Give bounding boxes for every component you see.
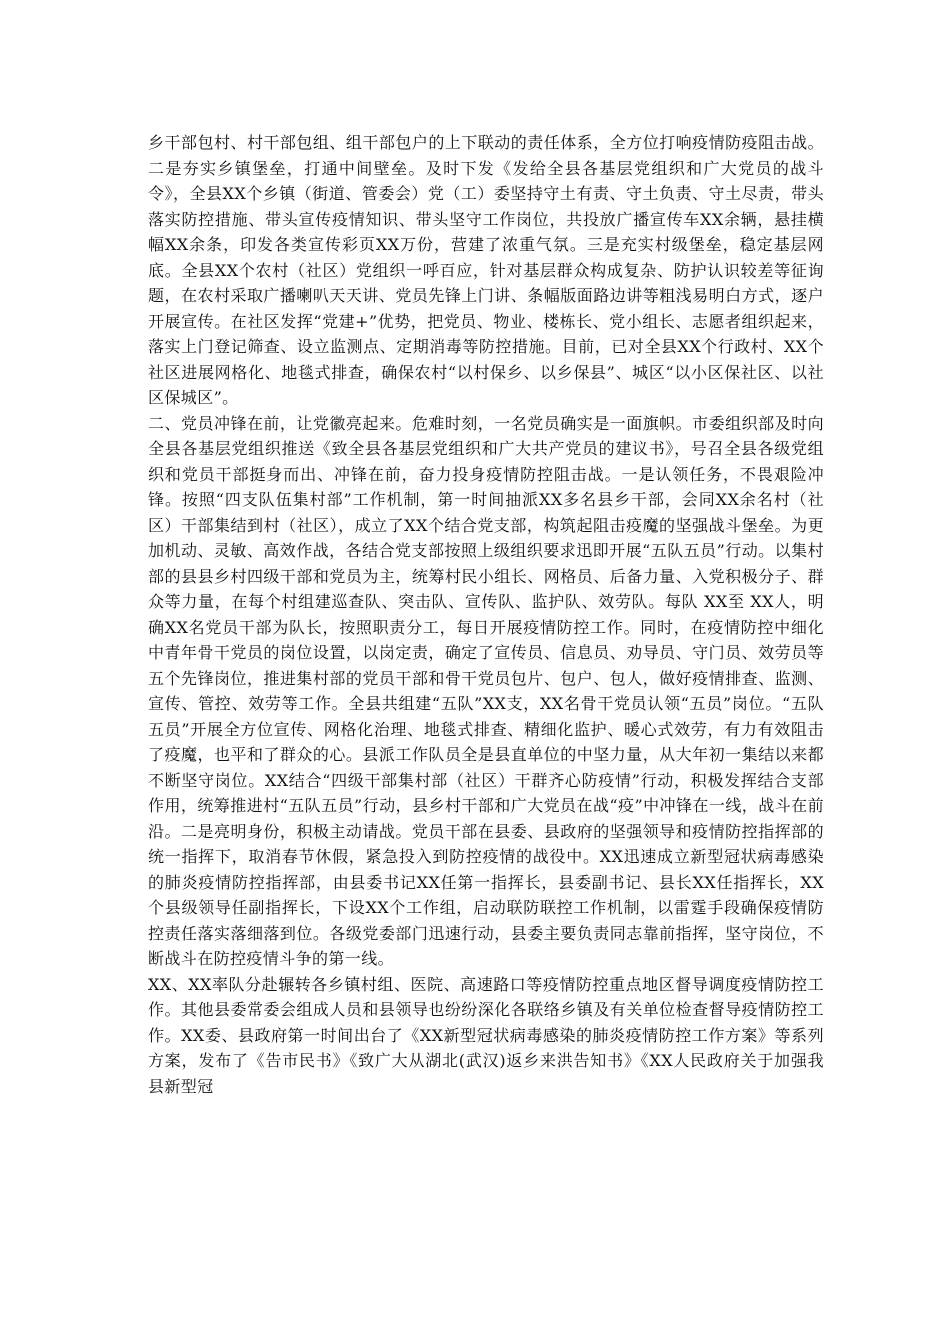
document-body <box>148 130 824 1099</box>
paragraph-1: 乡干部包村、村干部包组、组干部包户的上下联动的责任体系，全方位打响疫情防疫阻击战。二是夯实乡镇堡垒，打通中间壁垒。及时下发《发给全县各基层党组织和广大党员的战斗令》，全县XX个乡镇（街道、管委会）党（工）委坚持守土有责、守土负责、守土尽责，带头落实防控措施、带头宣传疫情知识、带头坚守工作岗位，共投放广播宣传车XX余辆，悬挂横幅XX余条，印发各类宣传彩页XX万份，营建了浓重气氛。三是充实村级堡垒，稳定基层网底。全县XX个农村（社区）党组织一呼百应，针对基层群众构成复杂、防护认识较差等征询题，在农村采取广播喇叭天天讲、党员先锋上门讲、条幅版面路边讲等粗浅易明白方式，逐户开展宣传。在社区发挥“党建+”优势，把党员、物业、楼栋长、党小组长、志愿者组织起来，落实上门登记筛查、设立监测点、定期消毒等防控措施。目前，已对全县XX个行政村、XX个社区进展网格化、地毯式排查，确保农村“以村保乡、以乡保县”、城区“以小区保社区、以社区保城区”。 <box>148 133 824 407</box>
paragraph-2: 二、党员冲锋在前，让党徽亮起来。危难时刻，一名党员确实是一面旗帜。市委组织部及时向全县各基层党组织推送《致全县各基层党组织和广大共产党员的建议书》，号召全县各级党组织和党员干部挺身而出、冲锋在前，奋力投身疫情防控阻击战。一是认领任务，不畏艰险冲锋。按照“四支队伍集村部”工作机制，第一时间抽派XX多名县乡干部，会同XX余名村（社区）干部集结到村（社区），成立了XX个结合党支部，构筑起阻击疫魔的坚强战斗堡垒。为更加机动、灵敏、高效作战，各结合党支部按照上级组织要求迅即开展“五队五员”行动。以集村部的县县乡村四级干部和党员为主，统筹村民小组长、网格员、后备力量、入党积极分子、群众等力量，在每个村组建巡查队、突击队、宣传队、监护队、效劳队。每队 XX至 XX人，明确XX名党员干部为队长，按照职责分工，每日开展疫情防控工作。同时，在疫情防控中细化中青年骨干党员的岗位设置，以岗定责，确定了宣传员、信息员、劝导员、守门员、效劳员等五个先锋岗位，推进集村部的党员干部和骨干党员包片、包户、包人，做好疫情排查、监测、宣传、管控、效劳等工作。全县共组建“五队”XX支，XX名骨干党员认领“五员”岗位。“五队五员”开展全方位宣传、网格化治理、地毯式排查、精细化监护、暖心式效劳，有力有效阻击了疫魔，也平和了群众的心。县派工作队员全是县直单位的中坚力量，从大年初一集结以来都不断坚守岗位。XX结合“四级干部集村部（社区）干群齐心防疫情”行动，积极发挥结合支部作用，统筹推进村“五队五员”行动，县乡村干部和广大党员在战“疫”中冲锋在一线，战斗在前沿。二是亮明身份，积极主动请战。党员干部在县委、县政府的坚强领导和疫情防控指挥部的统一指挥下，取消春节休假，紧急投入到防控疫情的战役中。XX迅速成立新型冠状病毒感染的肺炎疫情防控指挥部，由县委书记XX任第一指挥长，县委副书记、县长XX任指挥长，XX个县级领导任副指挥长，下设XX个工作组，启动联防联控工作机制，以雷霆手段确保疫情防控责任落实落细落到位。各级党委部门迅速行动，县委主要负责同志靠前指挥，坚守岗位，不断战斗在防控疫情斗争的第一线。 <box>148 413 824 968</box>
paragraph-3: XX、XX率队分赴辗转各乡镇村组、医院、高速路口等疫情防控重点地区督导调度疫情防控工作。其他县委常委会组成人员和县领导也纷纷深化各联络乡镇及有关单位检查督导疫情防控工作。XX委、县政府第一时间出台了《XX新型冠状病毒感染的肺炎疫情防控工作方案》等系列方案，发布了《告市民书》《致广大从湖北(武汉)返乡来洪告知书》《XX人民政府关于加强我县新型冠 <box>148 974 824 1096</box>
